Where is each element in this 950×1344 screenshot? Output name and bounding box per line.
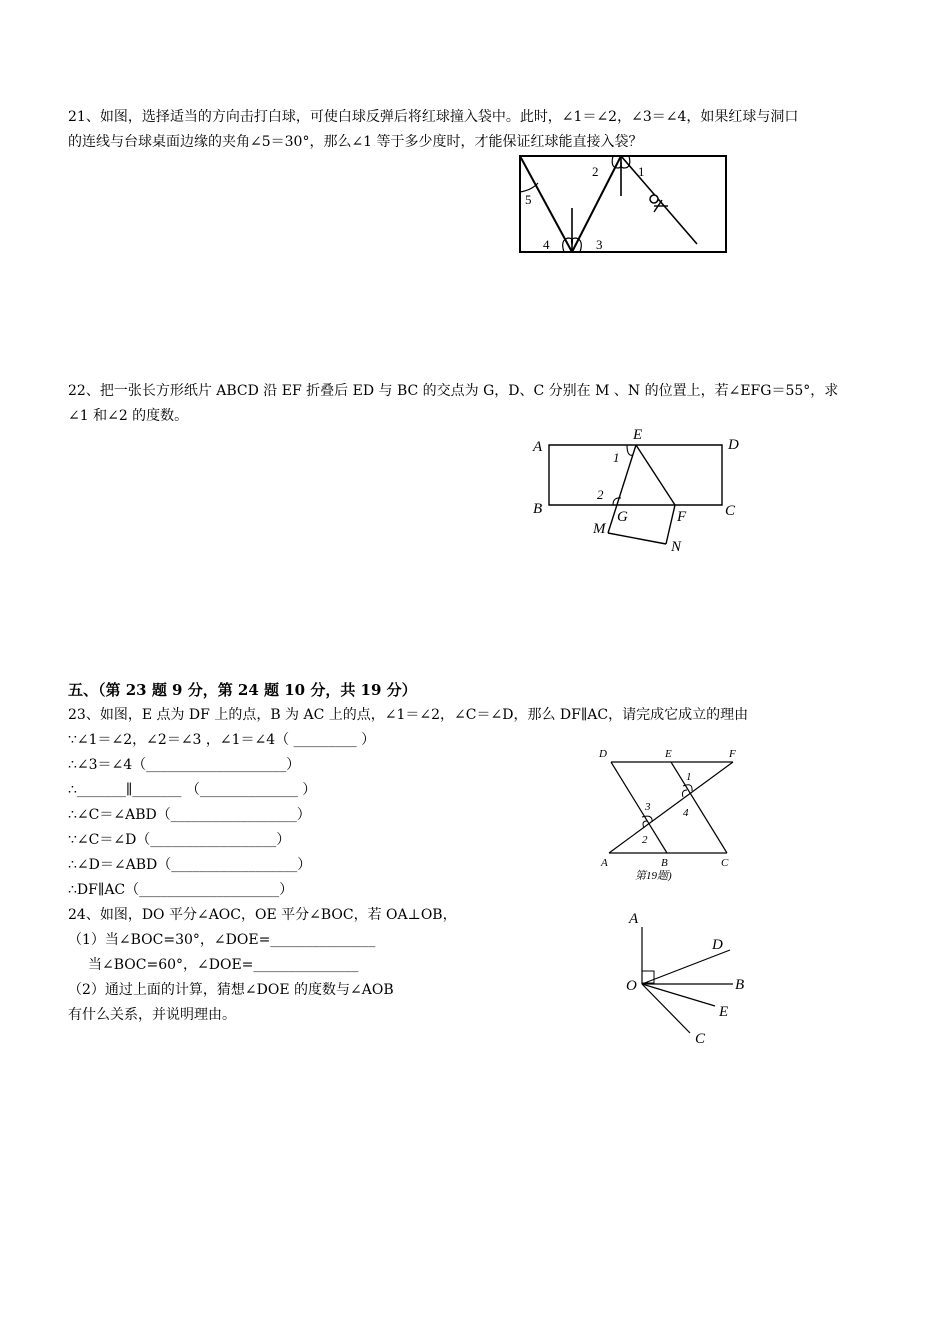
q24-point-b: B [735, 977, 745, 993]
q21-angle-3-label: 3 [596, 237, 603, 252]
q24-part2-line1: （2）通过上面的计算，猜想∠DOE 的度数与∠AOB [68, 982, 394, 998]
q23-figure-caption: 第19题) [635, 870, 672, 882]
q22-vertex-c: C [725, 503, 736, 519]
q23-angle-2-label: 2 [642, 834, 648, 846]
q24-part1-line2: 当∠BOC=60°，∠DOE=_______________ [88, 957, 359, 973]
q21-billiard-figure [510, 150, 740, 260]
q24-point-c: C [695, 1031, 706, 1047]
q24-point-o: O [626, 978, 637, 994]
q22-text-line2: ∠1 和∠2 的度数。 [68, 408, 189, 424]
q23-angle-3-label: 3 [645, 801, 651, 813]
q23-angle-1-label: 1 [686, 771, 692, 783]
q22-vertex-d: D [728, 437, 739, 453]
q22-vertex-g: G [617, 509, 628, 525]
q23-intro: 23、如图，E 点为 DF 上的点，B 为 AC 上的点，∠1＝∠2，∠C＝∠D，那么 DF∥AC，请完成它成立的理由 [68, 707, 749, 723]
q21-angle-1-label: 1 [638, 164, 645, 179]
q22-angle-1-label: 1 [613, 450, 620, 465]
q21-angle-4-label: 4 [543, 237, 550, 252]
q22-vertex-a: A [533, 439, 543, 455]
q21-text-line1: 21、如图，选择适当的方向击打白球，可使白球反弹后将红球撞入袋中。此时，∠1＝∠2，∠3＝∠4，如果红球与洞口 [68, 109, 799, 125]
q24-point-a: A [629, 911, 639, 927]
q21-text-line2: 的连线与台球桌面边缘的夹角∠5＝30°，那么∠1 等于多少度时，才能保证红球能直接入袋？ [68, 134, 643, 150]
q23-vertex-c: C [721, 857, 729, 869]
q23-vertex-a: A [601, 857, 608, 869]
q23-step-3: ∴_______∥_______ （______________ ） [68, 782, 317, 798]
q23-step-7: ∴DF∥AC（____________________） [68, 882, 294, 898]
q23-vertex-d: D [599, 748, 607, 760]
q24-part2-line2: 有什么关系，并说明理由。 [68, 1007, 236, 1023]
q21-angle-5-label: 5 [525, 192, 532, 207]
q23-step-1: ∵∠1＝∠2，∠2＝∠3 ，∠1＝∠4（ _________ ） [68, 732, 376, 748]
q22-vertex-n: N [671, 539, 682, 555]
q22-vertex-f: F [677, 509, 687, 525]
q23-step-4: ∴∠C＝∠ABD（__________________） [68, 807, 311, 823]
q24-point-e: E [719, 1004, 729, 1020]
q23-vertex-e: E [665, 748, 672, 760]
q24-intro: 24、如图，DO 平分∠AOC，OE 平分∠BOC，若 OA⊥OB， [68, 907, 457, 923]
q23-step-5: ∵∠C＝∠D（__________________） [68, 832, 291, 848]
q24-angle-figure [615, 905, 755, 1050]
section5-heading: 五、（第 23 题 9 分，第 24 题 10 分，共 19 分） [68, 681, 417, 699]
q23-vertex-f: F [729, 748, 736, 760]
q23-vertex-b: B [661, 857, 668, 869]
q23-angle-4-label: 4 [683, 807, 689, 819]
q23-step-6: ∴∠D＝∠ABD（__________________） [68, 857, 312, 873]
q24-part1-line1: （1）当∠BOC=30°，∠DOE=_______________ [68, 932, 376, 948]
q22-vertex-m: M [593, 521, 606, 537]
q23-parallel-figure [595, 742, 745, 882]
q22-vertex-b: B [533, 501, 543, 517]
q22-text-line1: 22、把一张长方形纸片 ABCD 沿 EF 折叠后 ED 与 BC 的交点为 G，D、C 分别在 M 、N 的位置上，若∠EFG＝55°，求 [68, 383, 839, 399]
q21-angle-2-label: 2 [592, 164, 599, 179]
q24-point-d: D [712, 937, 723, 953]
q22-vertex-e: E [633, 427, 643, 443]
q22-angle-2-label: 2 [597, 487, 604, 502]
q23-step-2: ∴∠3＝∠4（____________________） [68, 757, 301, 773]
q22-folding-figure [525, 425, 755, 560]
